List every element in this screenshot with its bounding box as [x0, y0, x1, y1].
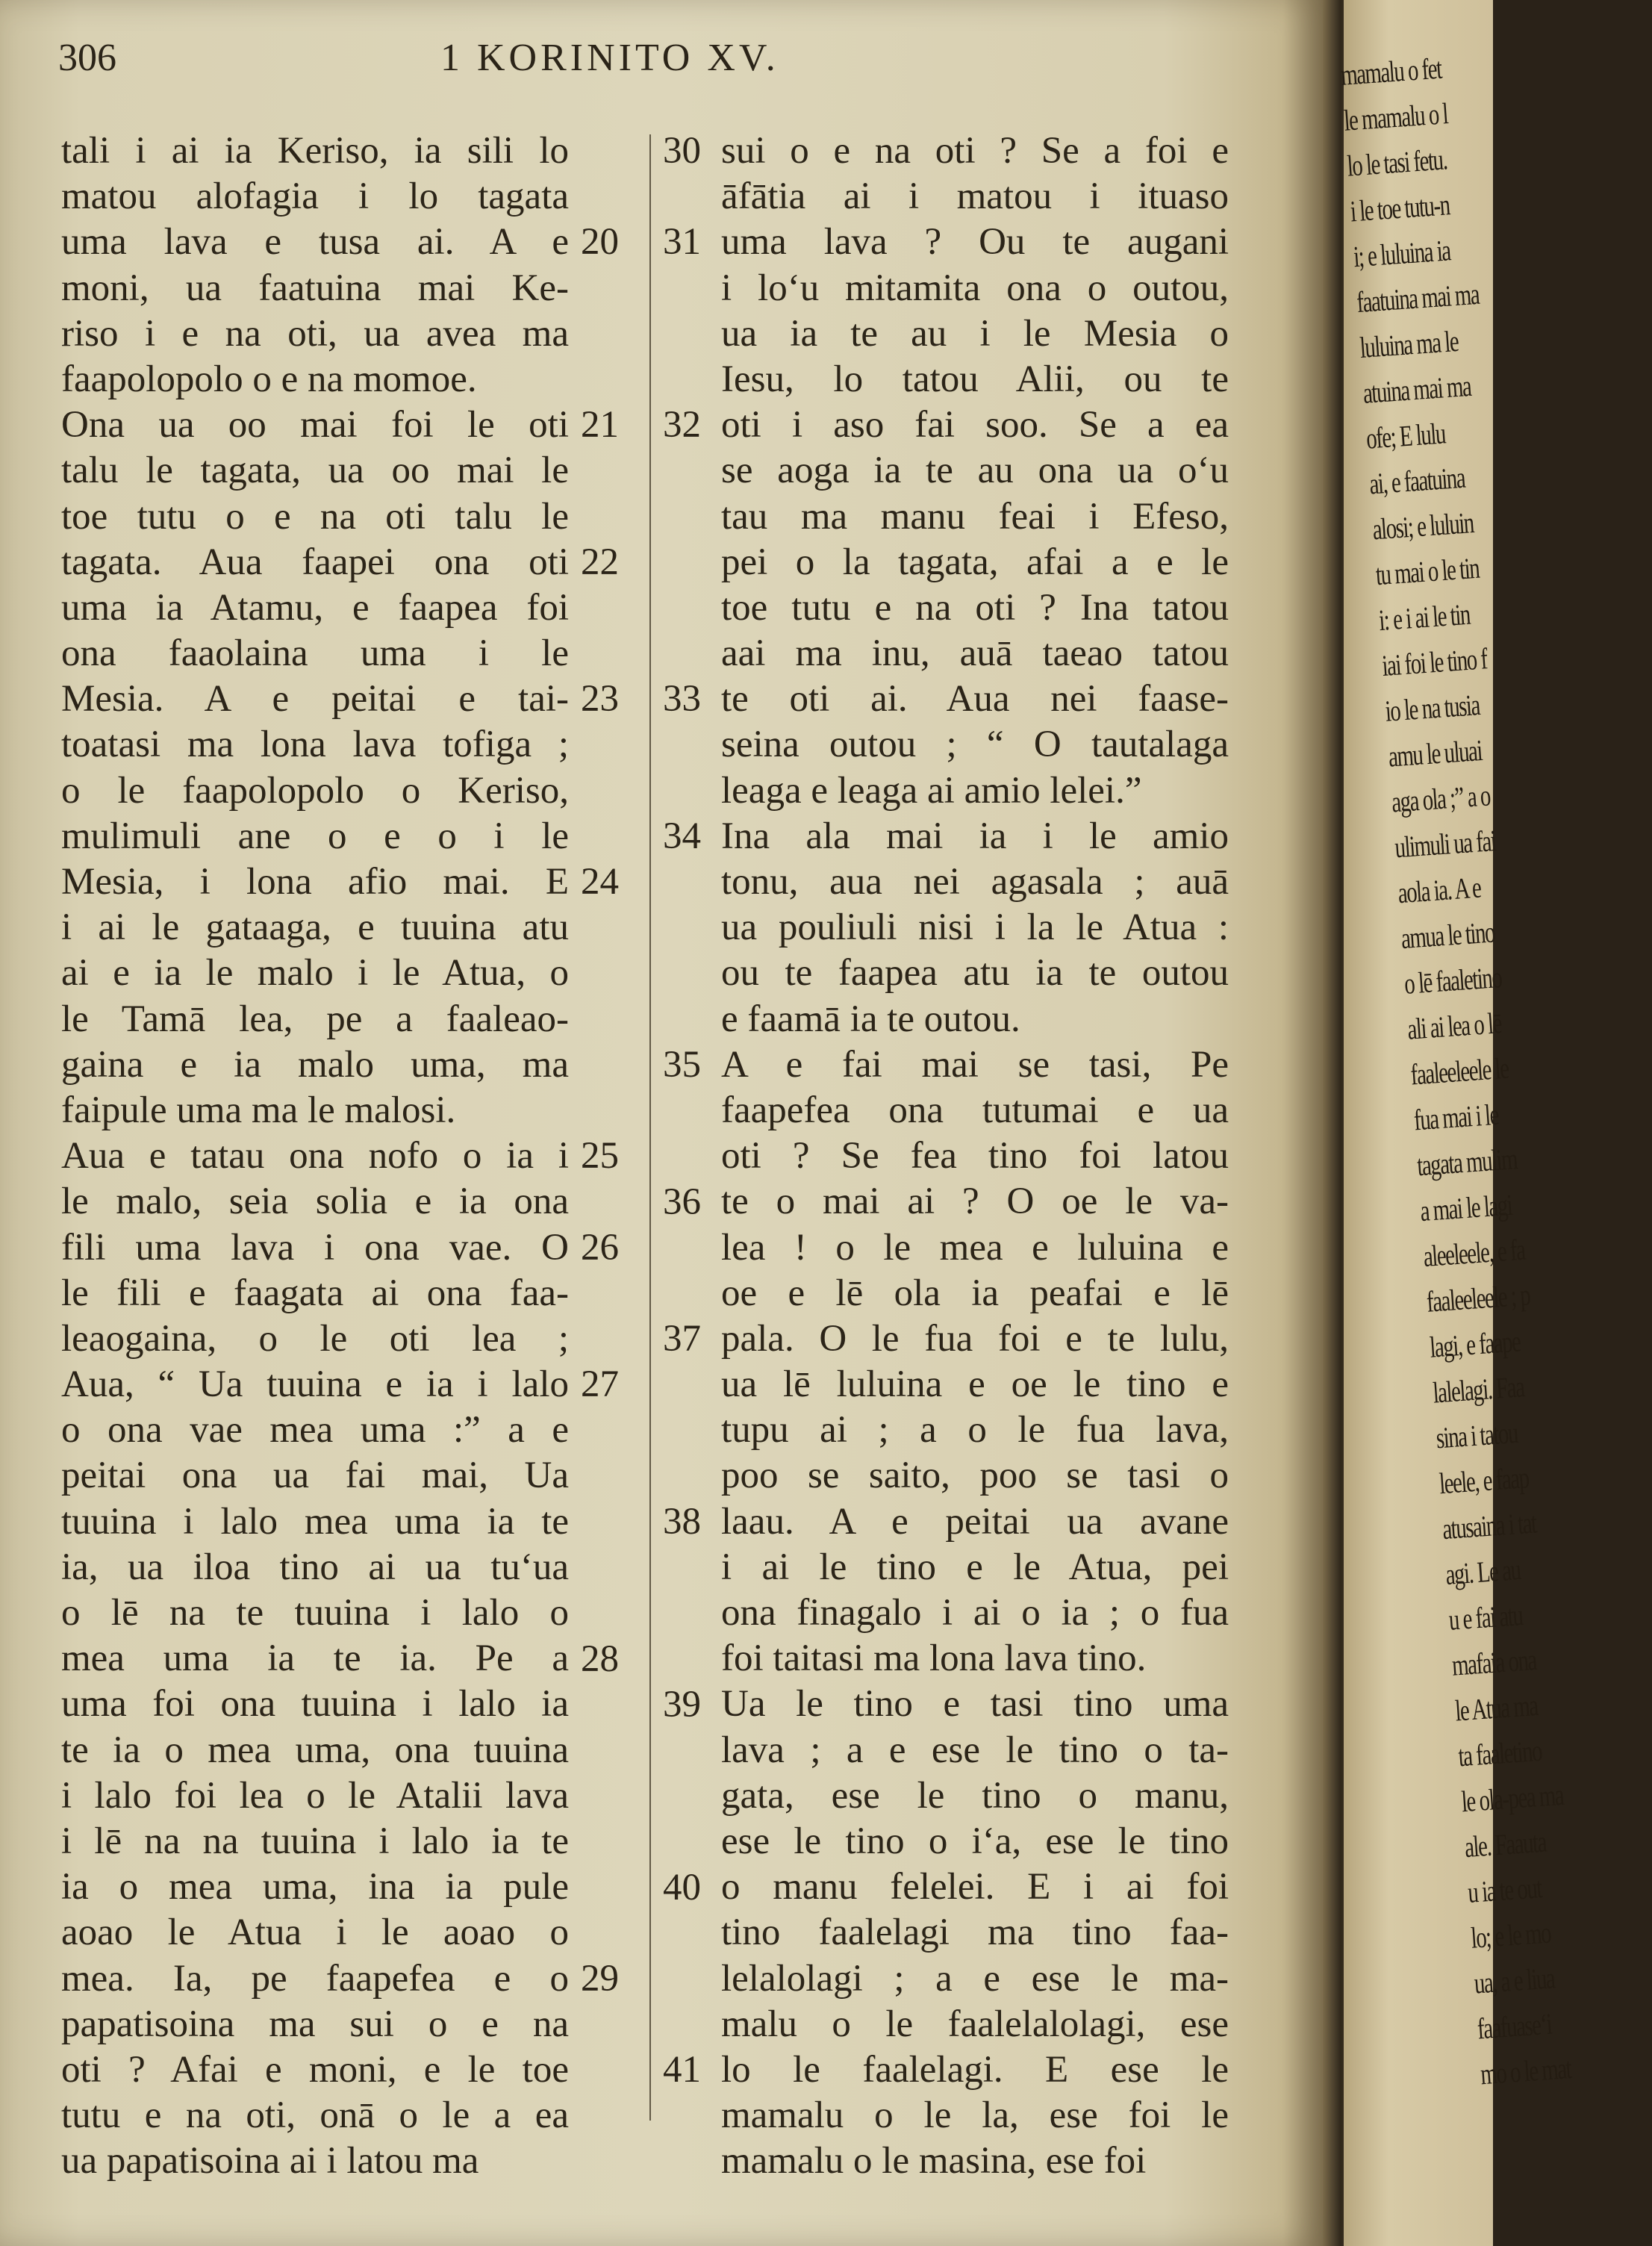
- text-line: laau. A e peitai ua avane: [721, 1500, 1229, 1543]
- facing-page-line: faatuina mai ma: [1355, 276, 1480, 320]
- text-line: talu le tagata, ua oo mai le: [61, 449, 569, 492]
- text-line: faapefea ona tutumai e ua: [721, 1089, 1229, 1131]
- facing-page-line: io le na tusia: [1384, 688, 1481, 728]
- text-line: toe tutu o e na oti talu le: [61, 495, 569, 538]
- text-line: lo le faalelagi. E ese le: [721, 2048, 1229, 2091]
- running-head: 1 KORINITO XV.: [440, 37, 779, 79]
- verse-number: 23: [581, 678, 619, 721]
- facing-page-line: ta faaletino: [1456, 1733, 1543, 1773]
- facing-page-line: aga ola ;” a o: [1390, 778, 1492, 819]
- text-line: Mesia, i lona afio mai. E: [61, 861, 569, 903]
- text-line: foi taitasi ma lona lava tino.: [721, 1637, 1147, 1680]
- text-line: āfātia ai i matou i ituaso: [721, 175, 1229, 218]
- text-line: faipule uma ma le malosi.: [61, 1089, 456, 1131]
- text-line: Aua, “ Ua tuuina e ia i lalo: [61, 1363, 569, 1406]
- text-line: gata, ese le tino o manu,: [721, 1774, 1229, 1817]
- facing-page-line: le Atua ma: [1453, 1687, 1539, 1728]
- text-line: tau ma manu feai i Efeso,: [721, 495, 1229, 538]
- text-line: uma ia Atamu, e faapea foi: [61, 586, 569, 629]
- text-line: tali i ai ia Keriso, ia sili lo: [61, 130, 569, 172]
- facing-page-line: ai, e faatuina: [1368, 460, 1466, 501]
- text-line: se aoga ia te au ona ua oʻu: [721, 449, 1229, 492]
- text-line: le fili e faagata ai ona faa-: [61, 1272, 569, 1314]
- facing-page-line: agi. Le au: [1444, 1552, 1521, 1591]
- facing-page-line: i; e luluina ia: [1352, 233, 1451, 274]
- facing-page-line: iai foi le tino f: [1380, 641, 1488, 682]
- text-line: mea uma ia te ia. Pe a: [61, 1637, 569, 1680]
- facing-page-line: ale. Faauta: [1463, 1824, 1547, 1864]
- text-line: papatisoina ma sui o e na: [61, 2003, 569, 2045]
- left-column: [61, 128, 569, 2184]
- verse-number: 36: [663, 1180, 701, 1223]
- text-line: ua pouliuli nisi i la le Atua :: [721, 906, 1229, 949]
- text-line: o ona vae mea uma :” a e: [61, 1409, 569, 1452]
- text-line: ia o mea uma, ina ia pule: [61, 1866, 569, 1909]
- facing-page-line: alosi; e luluin: [1371, 505, 1475, 547]
- text-line: malu o le faalelalolagi, ese: [721, 2003, 1229, 2045]
- text-line: o lē na te tuuina i lalo o: [61, 1592, 569, 1634]
- text-line: tonu, aua nei agasala ; auā: [721, 861, 1229, 903]
- verse-number: 32: [663, 404, 701, 447]
- text-line: Mesia. A e peitai e tai-: [61, 678, 569, 721]
- verse-number: 25: [581, 1135, 619, 1178]
- text-line: e faamā ia te outou.: [721, 998, 1020, 1040]
- text-line: le malo, seia solia e ia ona: [61, 1180, 569, 1223]
- verse-number: 22: [581, 541, 619, 583]
- facing-page-text: [1339, 40, 1652, 2097]
- text-line: toe tutu e na oti ? Ina tatou: [721, 586, 1229, 629]
- facing-page-line: sina i tatou: [1435, 1415, 1519, 1455]
- verse-number: 33: [663, 678, 701, 721]
- text-line: ia, ua iloa tino ai ua tuʻua: [61, 1546, 569, 1588]
- verse-number: 34: [663, 815, 701, 857]
- verse-number: 21: [581, 404, 619, 447]
- right-column: [721, 128, 1229, 2184]
- facing-page-line: faaleeleele ; p: [1425, 1278, 1531, 1319]
- text-line: toatasi ma lona lava tofiga ;: [61, 724, 569, 766]
- text-line: oti ? Se fea tino foi latou: [721, 1135, 1229, 1178]
- text-line: o le faapolopolo o Keriso,: [61, 769, 569, 812]
- text-line: ua lē luluina e oe le tino e: [721, 1363, 1229, 1406]
- facing-page-line: lagi, e faape: [1428, 1324, 1521, 1364]
- facing-page-line: aleeleele, e fa: [1422, 1232, 1526, 1274]
- verse-number: 31: [663, 221, 701, 264]
- text-line: seina outou ; “ O tautalaga: [721, 724, 1229, 766]
- text-line: ona finagalo i ai o ia ; o fua: [721, 1592, 1229, 1634]
- text-line: oti ? Afai e moni, e le toe: [61, 2048, 569, 2091]
- facing-page-line: lalelagi. Faa: [1431, 1369, 1525, 1410]
- text-line: te ia o mea uma, ona tuuina: [61, 1729, 569, 1771]
- text-line: tino faalelagi ma tino faa-: [721, 1911, 1229, 1954]
- text-line: mamalu o le la, ese foi le: [721, 2094, 1229, 2137]
- text-line: uma foi ona tuuina i lalo ia: [61, 1683, 569, 1726]
- facing-page-line: a mai le lagi: [1418, 1187, 1513, 1228]
- verse-number: 40: [663, 1866, 701, 1909]
- text-line: te oti ai. Aua nei faase-: [721, 678, 1229, 721]
- facing-page-line: aola ia. A e: [1397, 870, 1482, 910]
- text-line: sui o e na oti ? Se a foi e: [721, 130, 1229, 172]
- text-line: gaina e ia malo uma, ma: [61, 1043, 569, 1086]
- facing-page-line: ali ai lea o lē: [1406, 1006, 1503, 1046]
- verse-number: 41: [663, 2049, 701, 2091]
- text-line: uma lava ? Ou te augani: [721, 221, 1229, 264]
- facing-page-line: le ola-pea ma: [1460, 1777, 1565, 1819]
- facing-page-line: u e fai atu: [1447, 1598, 1524, 1637]
- text-line: te o mai ai ? O oe le va-: [721, 1180, 1229, 1223]
- text-line: ese le tino o iʻa, ese le tino: [721, 1820, 1229, 1862]
- text-line: lea ! o le mea e luluina e: [721, 1226, 1229, 1269]
- facing-page-line: lo; e le mo: [1470, 1915, 1552, 1955]
- text-line: tuuina i lalo mea uma ia te: [61, 1500, 569, 1543]
- facing-page-line: mamalu o fet: [1339, 51, 1443, 92]
- facing-page-line: luluina ma le: [1359, 323, 1459, 364]
- facing-page-edge: [1339, 0, 1572, 2246]
- text-line: tagata. Aua faapei ona oti: [61, 541, 569, 583]
- verse-number: 38: [663, 1501, 701, 1543]
- column-divider: [649, 134, 651, 2121]
- text-line: ona faaolaina uma i le: [61, 632, 569, 675]
- text-line: i ai le tino e le Atua, pei: [721, 1546, 1229, 1588]
- verse-number: 37: [663, 1318, 701, 1360]
- facing-page-line: i: e i ai le tin: [1377, 597, 1471, 638]
- text-line: i loʻu mitamita ona o outou,: [721, 267, 1229, 309]
- facing-page-line: tu mai o le tin: [1374, 550, 1480, 592]
- text-line: mea. Ia, pe faapefea e o: [61, 1957, 569, 2000]
- text-line: tutu e na oti, onā o le a ea: [61, 2094, 569, 2137]
- facing-page-line: i le toe tutu-n: [1349, 187, 1450, 228]
- verse-number: 30: [663, 130, 701, 172]
- text-line: moni, ua faatuina mai Ke-: [61, 267, 569, 309]
- text-line: uma lava e tusa ai. A e: [61, 221, 569, 264]
- facing-page-line: o lē faaletino: [1403, 959, 1503, 1001]
- text-line: Iesu, lo tatou Alii, ou te: [721, 358, 1229, 400]
- text-line: fili uma lava i ona vae. O: [61, 1226, 569, 1269]
- text-line: i lē na na tuuina i lalo ia te: [61, 1820, 569, 1862]
- text-line: oe e lē ola ia peafai e lē: [721, 1272, 1229, 1314]
- verse-number: 24: [581, 861, 619, 903]
- page-number: 306: [58, 37, 116, 79]
- verse-number: 27: [581, 1363, 619, 1406]
- text-line: leaga e leaga ai amio lelei.”: [721, 769, 1142, 812]
- facing-page-line: amu le uluai: [1387, 733, 1483, 774]
- text-line: Aua e tatau ona nofo o ia i: [61, 1135, 569, 1178]
- facing-page-line: fua mai i le: [1412, 1097, 1500, 1137]
- text-line: Ua le tino e tasi tino uma: [721, 1683, 1229, 1726]
- facing-page-line: mo o le mat: [1479, 2051, 1572, 2091]
- text-line: ai e ia le malo i le Atua, o: [61, 952, 569, 995]
- text-line: aoao le Atua i le aoao o: [61, 1911, 569, 1954]
- text-line: mamalu o le masina, ese foi: [721, 2140, 1147, 2183]
- facing-page-line: leele, e faap: [1438, 1460, 1530, 1501]
- verse-number: 29: [581, 1958, 619, 2000]
- facing-page-line: faaleeleele le: [1409, 1051, 1509, 1092]
- text-line: oti i aso fai soo. Se a ea: [721, 404, 1229, 447]
- text-line: leaogaina, o le oti lea ;: [61, 1317, 569, 1360]
- verse-number: 20: [581, 221, 619, 264]
- facing-page-line: amua le tino: [1400, 915, 1496, 956]
- facing-page-line: ofe; E lulu: [1365, 416, 1447, 455]
- facing-page-line: atusaina i tat: [1441, 1505, 1537, 1546]
- text-line: i lalo foi lea o le Atalii lava: [61, 1774, 569, 1817]
- text-line: ua ia te au i le Mesia o: [721, 312, 1229, 355]
- text-line: lava ; a e ese le tino o ta-: [721, 1729, 1229, 1771]
- facing-page-line: atuina mai ma: [1362, 368, 1472, 410]
- facing-page-line: faafuaseʻi: [1476, 2006, 1553, 2046]
- verse-number: 28: [581, 1637, 619, 1680]
- text-line: ua papatisoina ai i latou ma: [61, 2140, 479, 2183]
- text-line: matou alofagia i lo tagata: [61, 175, 569, 218]
- text-line: aai ma inu, auā taeao tatou: [721, 632, 1229, 675]
- text-line: o manu felelei. E i ai foi: [721, 1866, 1229, 1909]
- text-line: peitai ona ua fai mai, Ua: [61, 1455, 569, 1497]
- verse-number: 26: [581, 1226, 619, 1269]
- text-line: pala. O le fua foi e te lulu,: [721, 1317, 1229, 1360]
- text-line: poo se saito, poo se tasi o: [721, 1455, 1229, 1497]
- facing-page-line: lo le tasi fetu.: [1346, 142, 1448, 183]
- text-line: A e fai mai se tasi, Pe: [721, 1043, 1229, 1086]
- text-line: Ona ua oo mai foi le oti: [61, 404, 569, 447]
- verse-number: 39: [663, 1683, 701, 1726]
- text-line: riso i e na oti, ua avea ma: [61, 312, 569, 355]
- facing-page-line: u ia te out: [1466, 1870, 1543, 1909]
- verse-number: 35: [663, 1044, 701, 1086]
- facing-page-line: mafaia ona: [1450, 1642, 1538, 1682]
- text-line: le Tamā lea, pe a faaleao-: [61, 998, 569, 1040]
- text-line: faapolopolo o e na momoe.: [61, 358, 477, 400]
- text-line: pei o la tagata, afai a e le: [721, 541, 1229, 583]
- text-line: Ina ala mai ia i le amio: [721, 815, 1229, 857]
- facing-page-line: le mamalu o l: [1342, 96, 1449, 137]
- facing-page-line: tagata mulim: [1415, 1142, 1518, 1183]
- facing-page-line: ua, a e liua: [1473, 1961, 1556, 2000]
- facing-page-line: ulimuli ua fai: [1393, 824, 1497, 865]
- text-line: lelalolagi ; a e ese le ma-: [721, 1957, 1229, 2000]
- text-line: tupu ai ; a o le fua lava,: [721, 1409, 1229, 1452]
- text-line: i ai le gataaga, e tuuina atu: [61, 906, 569, 949]
- text-line: ou te faapea atu ia te outou: [721, 952, 1229, 995]
- text-line: mulimuli ane o e o i le: [61, 815, 569, 857]
